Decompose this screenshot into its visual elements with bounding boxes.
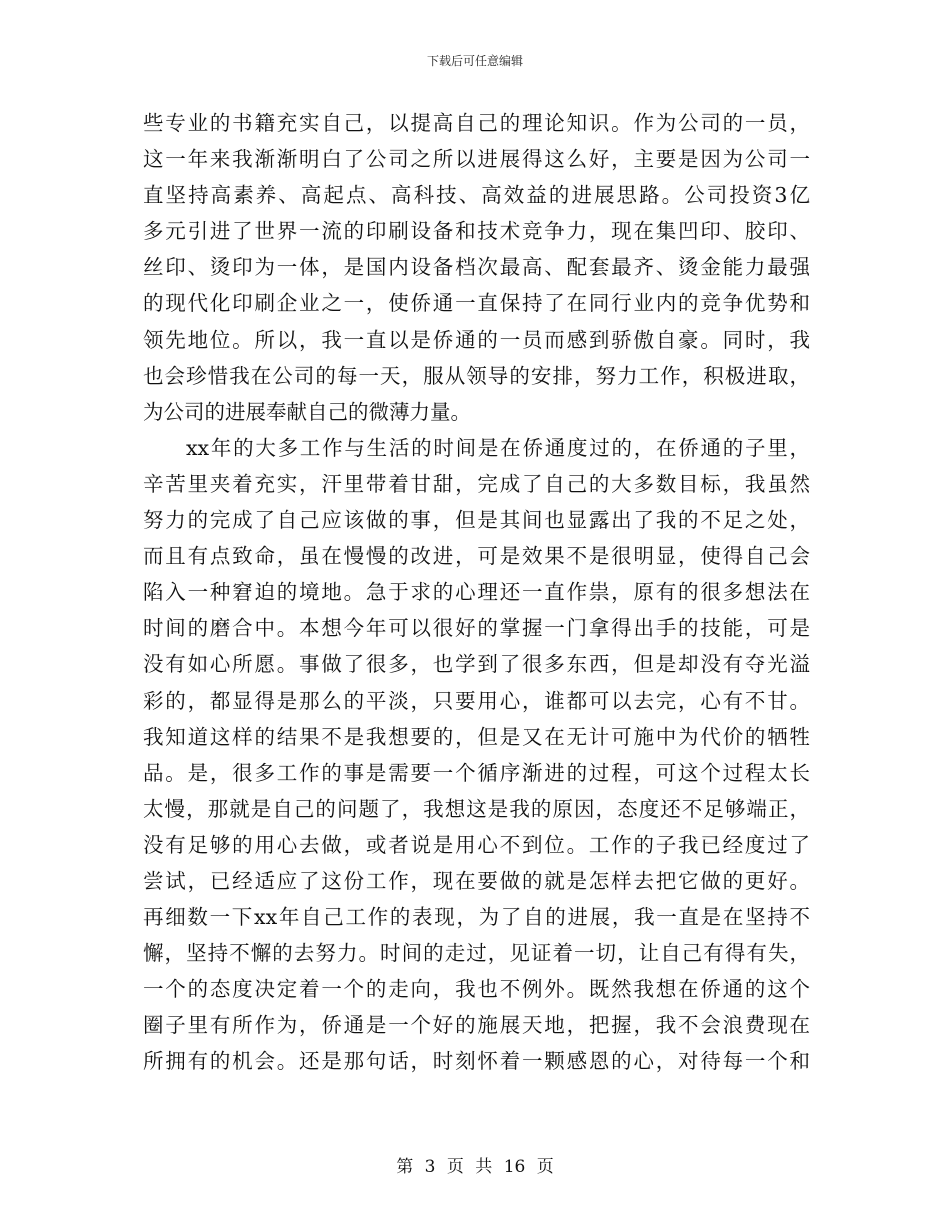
text-line: 为公司的进展奉献自己的微薄力量。 bbox=[143, 399, 471, 424]
text-line: 再细数一下xx年自己工作的表现，为了自的进展，我一直是在坚持不 bbox=[143, 905, 810, 930]
text-line: 也会珍惜我在公司的每一天，服从领导的安排，努力工作，积极进取， bbox=[143, 363, 810, 388]
text-line: 努力的完成了自己应该做的事，但是其间也显露出了我的不足之处， bbox=[143, 508, 810, 533]
text-line: 品。是，很多工作的事是需要一个循序渐进的过程，可这个过程太长 bbox=[143, 760, 810, 785]
text-line: 丝印、烫印为一体，是国内设备档次最高、配套最齐、烫金能力最强 bbox=[143, 255, 810, 280]
text-line: 多元引进了世界一流的印刷设备和技术竞争力，现在集凹印、胶印、 bbox=[143, 219, 810, 244]
text-line: 而且有点致命，虽在慢慢的改进，可是效果不是很明显，使得自己会 bbox=[143, 544, 810, 569]
page-number: 第 3 页 共 16 页 bbox=[396, 1157, 554, 1177]
text-line: xx年的大多工作与生活的时间是在侨通度过的，在侨通的子里， bbox=[186, 435, 810, 460]
text-line: 所拥有的机会。还是那句话，时刻怀着一颗感恩的心，对待每一个和 bbox=[143, 1049, 810, 1074]
text-line: 尝试，已经适应了这份工作，现在要做的就是怎样去把它做的更好。 bbox=[143, 868, 810, 893]
page-header: 下载后可任意编辑 bbox=[426, 54, 523, 68]
paragraph-1 bbox=[143, 105, 810, 430]
text-line: 些专业的书籍充实自己，以提高自己的理论知识。作为公司的一员， bbox=[143, 111, 810, 135]
text-line: 领先地位。所以，我一直以是侨通的一员而感到骄傲自豪。同时，我 bbox=[143, 327, 810, 352]
text-line: 没有如心所愿。事做了很多，也学到了很多东西，但是却没有夺光溢 bbox=[143, 652, 810, 677]
text-line: 没有足够的用心去做，或者说是用心不到位。工作的子我已经度过了 bbox=[143, 832, 810, 857]
text-line: 圈子里有所作为，侨通是一个好的施展天地，把握，我不会浪费现在 bbox=[143, 1013, 810, 1038]
paragraph-2 bbox=[143, 430, 810, 1080]
text-line: 这一年来我渐渐明白了公司之所以进展得这么好，主要是因为公司一 bbox=[143, 147, 810, 172]
text-line: 陷入一种窘迫的境地。急于求的心理还一直作祟，原有的很多想法在 bbox=[143, 580, 810, 605]
text-line: 一个的态度决定着一个的走向，我也不例外。既然我想在侨通的这个 bbox=[143, 977, 810, 1002]
text-line: 懈，坚持不懈的去努力。时间的走过，见证着一切，让自己有得有失， bbox=[143, 941, 810, 966]
text-line: 太慢，那就是自己的问题了，我想这是我的原因，态度还不足够端正， bbox=[143, 796, 810, 821]
text-line: 直坚持高素养、高起点、高科技、高效益的进展思路。公司投资3亿 bbox=[143, 183, 810, 208]
text-line: 辛苦里夹着充实，汗里带着甘甜，完成了自己的大多数目标，我虽然 bbox=[143, 471, 810, 496]
text-line: 彩的，都显得是那么的平淡，只要用心，谁都可以去完，心有不甘。 bbox=[143, 688, 810, 713]
document-body bbox=[143, 105, 810, 1080]
text-line: 的现代化印刷企业之一，使侨通一直保持了在同行业内的竞争优势和 bbox=[143, 291, 810, 316]
text-line: 我知道这样的结果不是我想要的，但是又在无计可施中为代价的牺牲 bbox=[143, 724, 810, 749]
text-line: 时间的磨合中。本想今年可以很好的掌握一门拿得出手的技能，可是 bbox=[143, 616, 810, 641]
